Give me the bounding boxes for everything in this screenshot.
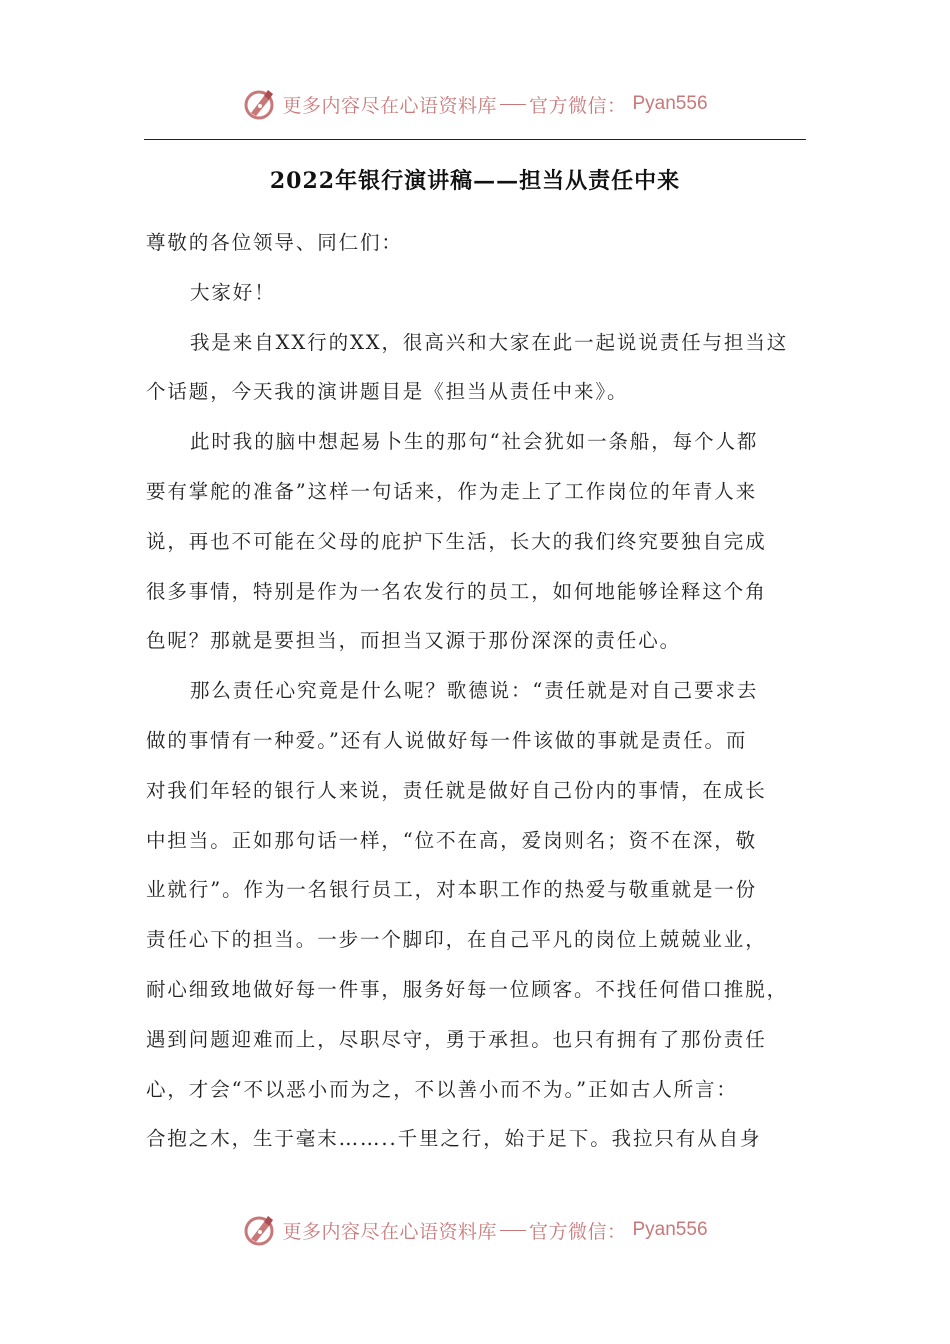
body-line: 对我们年轻的银行人来说，责任就是做好自己份内的事情，在成长 (146, 778, 767, 802)
body-line: 业就行”。作为一名银行员工，对本职工作的热爱与敬重就是一份 (146, 878, 758, 902)
body-line: 说，再也不可能在父母的庇护下生活，长大的我们终究要独自完成 (146, 529, 767, 553)
body-line: 个话题，今天我的演讲题目是《担当从责任中来》。 (146, 380, 629, 404)
greeting: 大家好！ (190, 280, 276, 304)
salutation: 尊敬的各位领导、同仁们： (146, 231, 403, 254)
body-line: 心，才会“不以恶小而为之，不以善小而不为。”正如古人所言： (146, 1077, 738, 1101)
body-line: 我是来自XX行的XX，很高兴和大家在此一起说说责任与担当这 (190, 330, 789, 354)
footer-banner (0, 1210, 950, 1250)
document-title: 2022年银行演讲稿——担当从责任中来 (269, 168, 681, 194)
banner-dash (500, 1230, 526, 1231)
body-line: 要有掌舵的准备”这样一句话来，作为走上了工作岗位的年青人来 (146, 479, 758, 503)
pen-nib-logo-icon (242, 1212, 278, 1248)
body-line: 耐心细致地做好每一件事，服务好每一位顾客。不找任何借口推脱， (146, 977, 789, 1001)
banner-text: 更多内容尽在心语资料库 (282, 94, 497, 117)
body-line: 遇到问题迎难而上，尽职尽守，勇于承担。也只有拥有了那份责任 (146, 1027, 767, 1051)
body-line: 很多事情，特别是作为一名农发行的员工，如何地能够诠释这个角 (146, 579, 767, 603)
banner-suffix: 官方微信： (528, 94, 627, 117)
header-banner (0, 84, 950, 124)
body-line: 责任心下的担当。一步一个脚印，在自己平凡的岗位上兢兢业业， (146, 928, 767, 952)
banner-wechat-id: Pyan556 (632, 1219, 708, 1240)
body-line: 此时我的脑中想起易卜生的那句“社会犹如一条船，每个人都 (190, 430, 759, 454)
body-line: 那么责任心究竟是什么呢？歌德说：“责任就是对自己要求去 (190, 679, 759, 703)
banner-wechat-id: Pyan556 (632, 93, 708, 114)
banner-suffix: 官方微信： (528, 1220, 627, 1243)
banner-dash (500, 104, 526, 105)
body-line: 合抱之木，生于毫末……..千里之行，始于足下。我拉只有从自身 (146, 1127, 762, 1151)
banner-text: 更多内容尽在心语资料库 (282, 1220, 497, 1243)
document-body (146, 218, 808, 1164)
body-line: 做的事情有一种爱。”还有人说做好每一件该做的事就是责任。而 (146, 728, 748, 752)
pen-nib-logo-icon (242, 86, 278, 122)
body-line: 色呢？那就是要担当，而担当又源于那份深深的责任心。 (146, 629, 682, 653)
header-divider (144, 139, 806, 140)
body-line: 中担当。正如那句话一样，“位不在高，爱岗则名；资不在深，敬 (146, 828, 758, 852)
